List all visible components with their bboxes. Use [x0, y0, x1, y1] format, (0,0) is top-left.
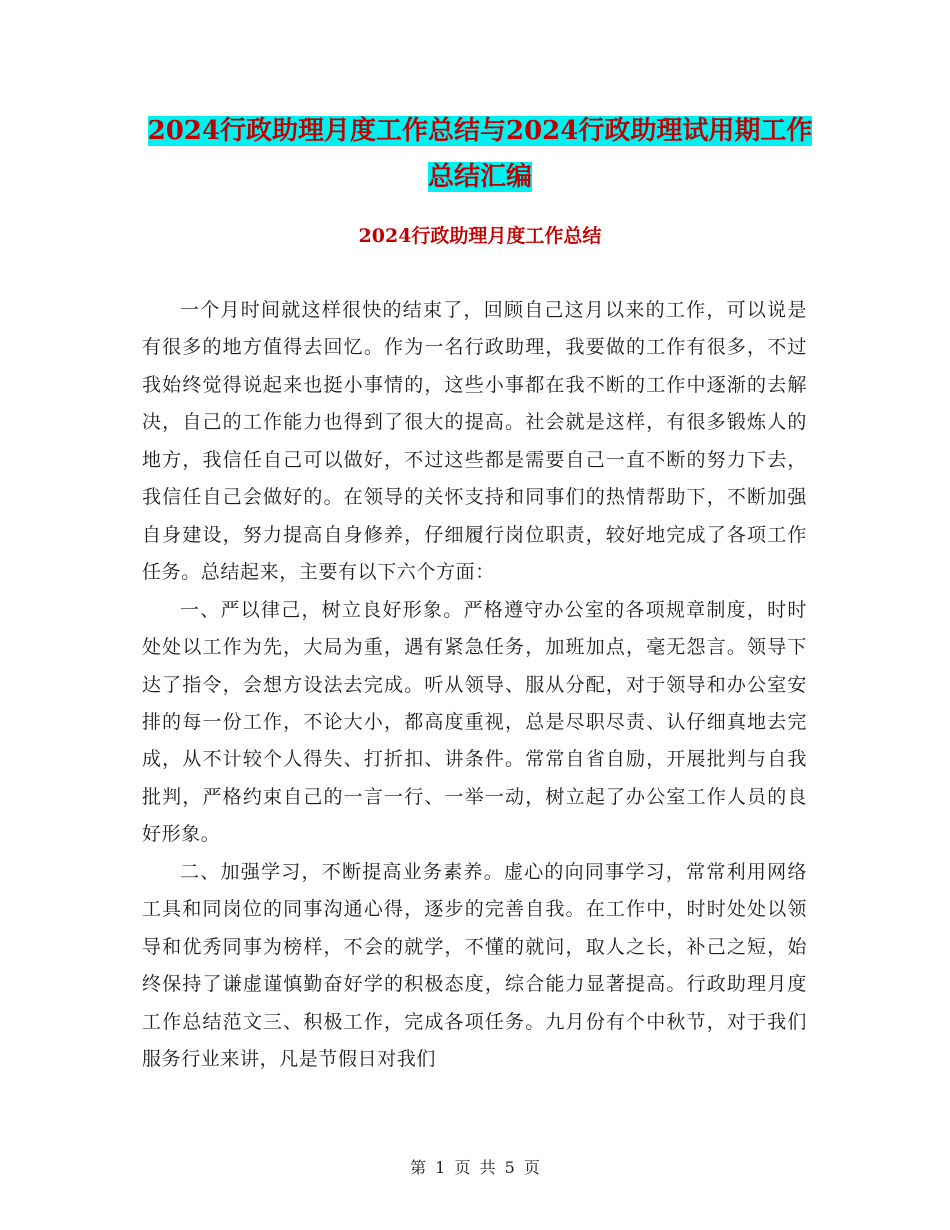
paragraph-point-two: 二、加强学习，不断提高业务素养。虚心的向同事学习，常常利用网络工具和同岗位的同事沟通心得，逐步的完善自我。在工作中，时时处处以领导和优秀同事为榜样，不会的就学，不懂的就问，取人之长，补己之短，始终保持了谦虚谨慎勤奋好学的积极态度，综合能力显著提高。行政助理月度工作总结范文三、积极工作，完成各项任务。九月份有个中秋节，对于我们服务行业来讲，凡是节假日对我们: [142, 860, 807, 1071]
document-body: [142, 292, 807, 1079]
document-title: [140, 108, 820, 200]
section-title: 2024行政助理月度工作总结: [358, 225, 602, 247]
paragraph-intro: 一个月时间就这样很快的结束了，回顾自己这月以来的工作，可以说是有很多的地方值得去回忆。作为一名行政助理，我要做的工作有很多，不过我始终觉得说起来也挺小事情的，这些小事都在我不断的工作中逐渐的去解决，自己的工作能力也得到了很大的提高。社会就是这样，有很多锻炼人的地方，我信任自己可以做好，不过这些都是需要自己一直不断的努力下去，我信任自己会做好的。在领导的关怀支持和同事们的热情帮助下，不断加强自身建设，努力提高自身修养，仔细履行岗位职责，较好地完成了各项工作任务。总结起来，主要有以下六个方面：: [142, 299, 807, 584]
document-title-text: 2024行政助理月度工作总结与2024行政助理试用期工作总结汇编: [147, 116, 813, 192]
page-footer: 第 1 页 共 5 页: [410, 1158, 540, 1177]
paragraph-point-one: 一、严以律己，树立良好形象。严格遵守办公室的各项规章制度，时时处处以工作为先，大局为重，遇有紧急任务，加班加点，毫无怨言。领导下达了指令，会想方设法去完成。听从领导、服从分配，对于领导和办公室安排的每一份工作，不论大小，都高度重视，总是尽职尽责、认仔细真地去完成，从不计较个人得失、打折扣、讲条件。常常自省自励，开展批判与自我批判，严格约束自己的一言一行、一举一动，树立起了办公室工作人员的良好形象。: [142, 598, 807, 846]
